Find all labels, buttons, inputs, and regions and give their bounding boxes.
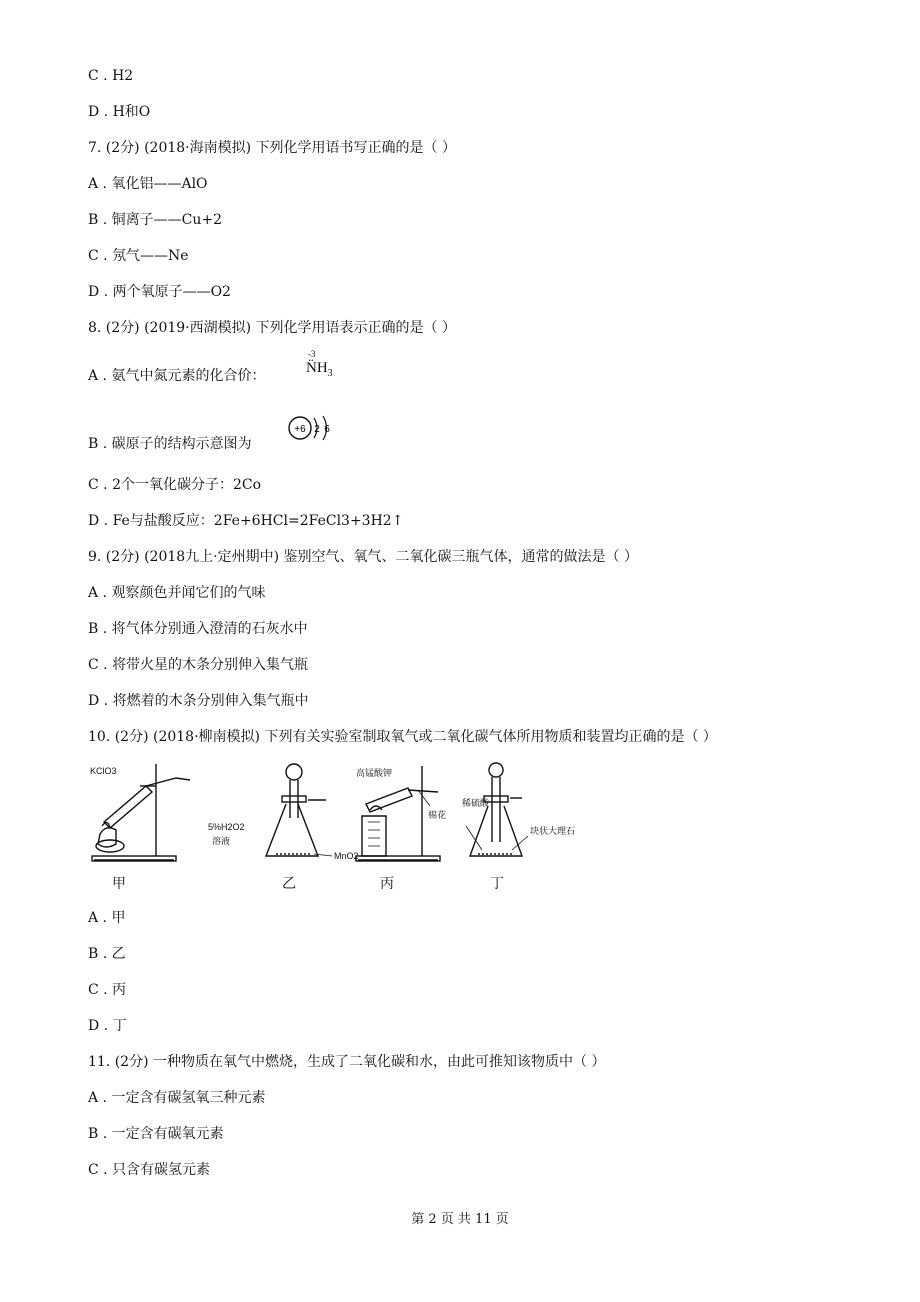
label-h2o2: 5%H2O2 — [208, 822, 245, 832]
option-q11-c: C . 只含有碳氢元素 — [88, 1162, 211, 1178]
shell-1-count: 2 — [314, 424, 320, 435]
apparatus-jia — [92, 764, 190, 861]
apparatus-yi — [266, 764, 332, 856]
caption-jia: 甲 — [112, 875, 126, 891]
shell-2-count: 6 — [324, 424, 330, 435]
caption-ding: 丁 — [490, 875, 504, 891]
question-9: 9. (2分) (2018九上·定州期中) 鉴别空气、氧气、二氧化碳三瓶气体，通常的做法是（ ） — [88, 549, 638, 565]
question-8: 8. (2分) (2019·西湖模拟) 下列化学用语表示正确的是（ ） — [88, 320, 456, 336]
question-10: 10. (2分) (2018·柳南模拟) 下列有关实验室制取氧气或二氧化碳气体所用物质和装置均正确的是（ ） — [88, 729, 717, 745]
option-q9-a: A . 观察颜色并闻它们的气味 — [88, 585, 266, 601]
option-q8-d: D . Fe与盐酸反应：2Fe+6HCl=2FeCl3+3H2↑ — [88, 513, 404, 529]
nh3-valence: -3 — [308, 349, 316, 359]
label-cotton: 棉花 — [428, 810, 447, 820]
caption-bing: 丙 — [380, 875, 394, 891]
option-q7-b: B . 铜离子——Cu+2 — [88, 212, 223, 228]
page-footer: 第 2 页 共 11 页 — [411, 1212, 509, 1227]
option-q8-c: C . 2个一氧化碳分子：2Co — [88, 477, 262, 493]
label-kmno4: 高锰酸钾 — [356, 768, 393, 778]
carbon-atom-diagram — [286, 412, 338, 444]
nh3-text: $N̈H_3$ — [306, 360, 333, 379]
nucleus-charge: +6 — [294, 424, 306, 435]
option-q10-a: A . 甲 — [88, 910, 126, 926]
option-q10-c: C . 丙 — [88, 982, 127, 998]
option-q9-c: C . 将带火星的木条分别伸入集气瓶 — [88, 657, 309, 673]
option-q7-a: A . 氧化铝——AlO — [88, 176, 208, 192]
option-q6-d: D . H和O — [88, 104, 151, 120]
apparatus-ding — [466, 763, 528, 856]
option-q11-b: B . 一定含有碳氧元素 — [88, 1126, 224, 1142]
question-11: 11. (2分) 一种物质在氧气中燃烧，生成了二氧化碳和水，由此可推知该物质中（ ） — [88, 1054, 606, 1070]
apparatus-figure — [86, 760, 586, 896]
option-q11-a: A . 一定含有碳氢氧三种元素 — [88, 1090, 266, 1106]
option-q8-a: A . 氨气中氮元素的化合价： — [88, 368, 266, 384]
option-q7-c: C . 氖气——Ne — [88, 248, 189, 264]
option-q6-c: C . H2 — [88, 68, 134, 84]
label-kclo3: KClO3 — [90, 766, 117, 776]
nh3-formula — [306, 350, 333, 383]
label-mno2: MnO2 — [334, 851, 359, 861]
caption-yi: 乙 — [282, 875, 296, 891]
label-marble: 块状大理石 — [530, 826, 576, 836]
option-q7-d: D . 两个氧原子——O2 — [88, 284, 231, 300]
option-q10-d: D . 丁 — [88, 1018, 127, 1034]
label-solution: 溶液 — [212, 836, 231, 846]
option-q10-b: B . 乙 — [88, 946, 126, 962]
option-q9-d: D . 将燃着的木条分别伸入集气瓶中 — [88, 693, 309, 709]
option-q9-b: B . 将气体分别通入澄清的石灰水中 — [88, 621, 308, 637]
label-dilute-sulfuric: 稀硫酸 — [462, 798, 490, 808]
option-q8-b: B . 碳原子的结构示意图为 — [88, 436, 252, 452]
question-7: 7. (2分) (2018·海南模拟) 下列化学用语书写正确的是（ ） — [88, 140, 456, 156]
